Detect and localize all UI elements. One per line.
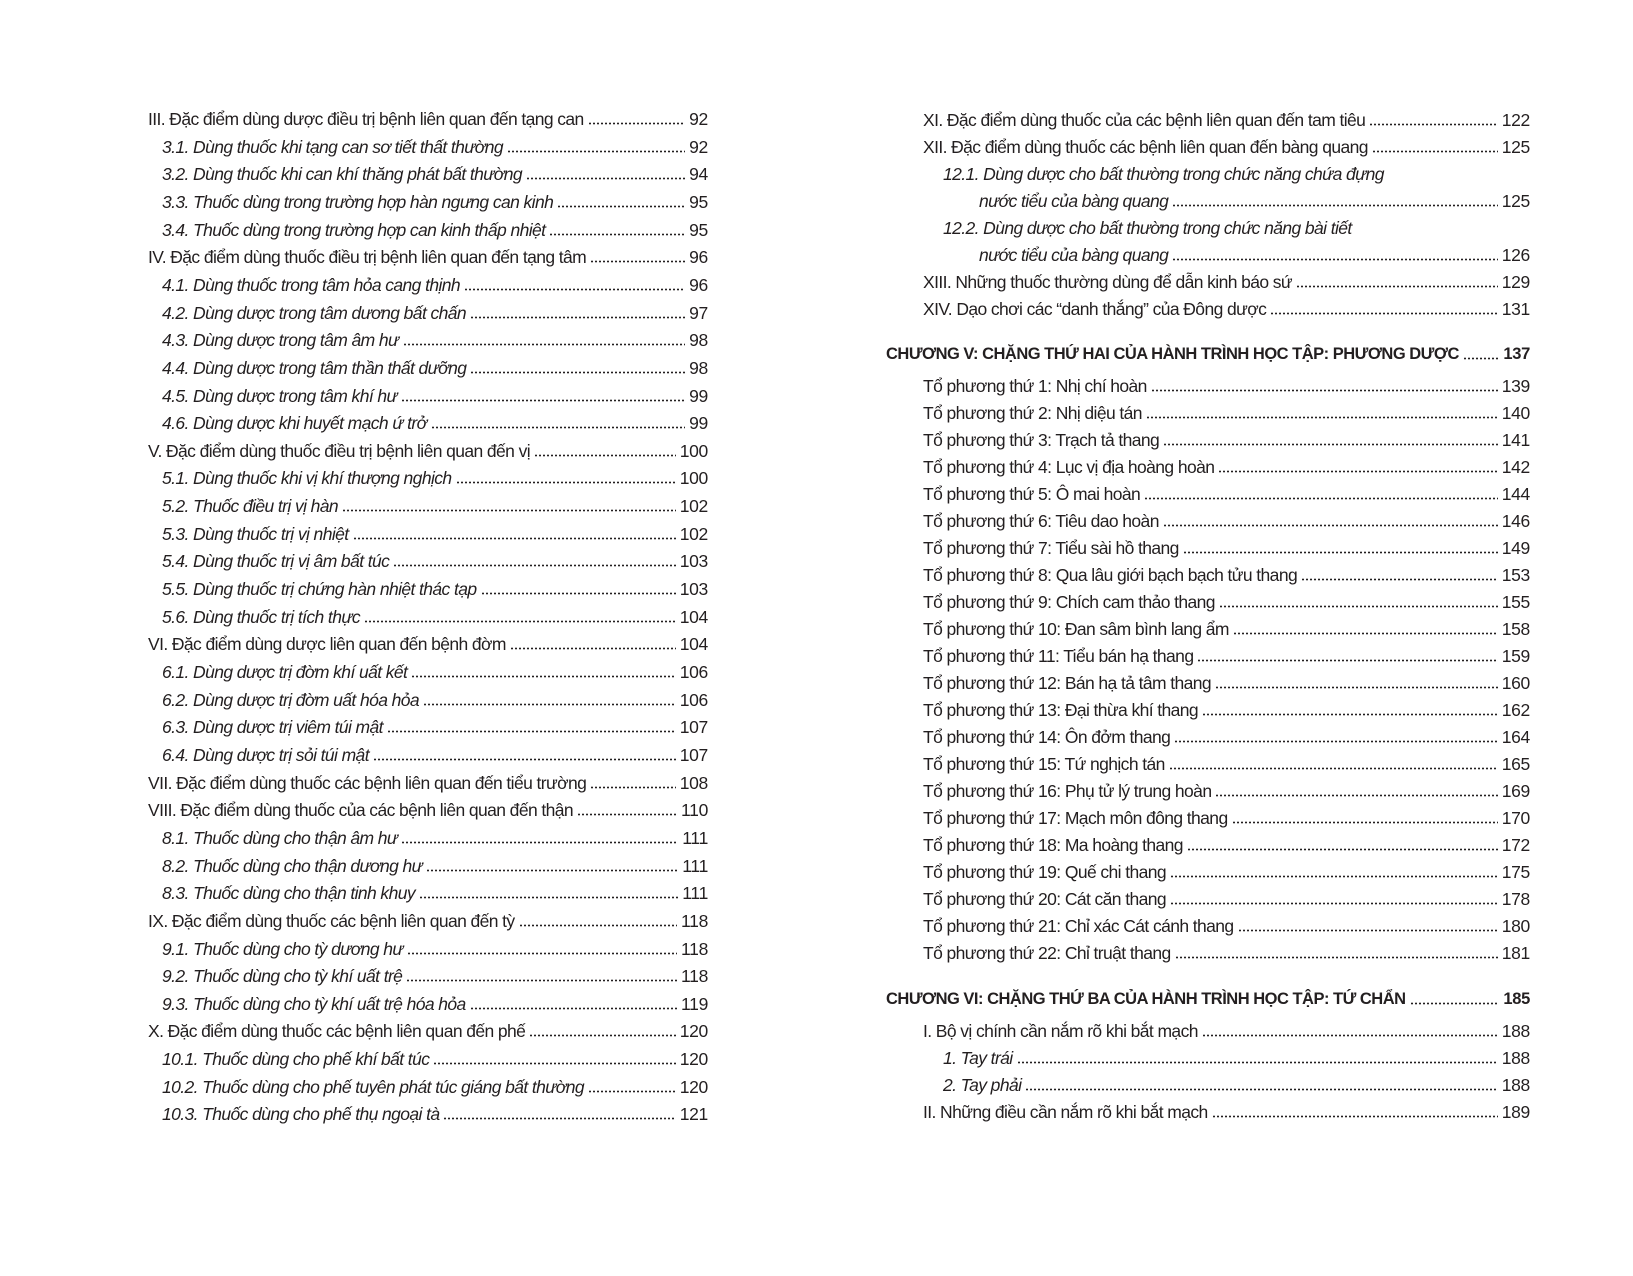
- toc-entry: [979, 240, 1530, 266]
- toc-page-number: 131: [1501, 299, 1530, 319]
- toc-entry: [148, 768, 708, 794]
- toc-dot-leader: [1463, 357, 1500, 360]
- toc-entry-title: 5.3. Dùng thuốc trị vị nhiệt: [162, 523, 349, 544]
- toc-dot-leader: [1172, 258, 1497, 261]
- toc-entry-title: 4.5. Dùng dược trong tâm khí hư: [162, 385, 397, 406]
- toc-dot-leader: [1301, 578, 1498, 581]
- toc-entry-title: V. Đặc điểm dùng thuốc điều trị bệnh liên quan đến vị: [148, 440, 531, 461]
- toc-entry-title: 9.1. Thuốc dùng cho tỳ dương hư: [162, 938, 403, 959]
- toc-dot-leader: [373, 758, 676, 761]
- toc-entry: [162, 685, 708, 711]
- toc-entry: [162, 823, 708, 849]
- toc-entry-title: 10.3. Thuốc dùng cho phế thụ ngoại tà: [162, 1104, 440, 1125]
- toc-entry: [923, 267, 1530, 293]
- toc-entry: [923, 695, 1530, 721]
- toc-page-number: 188: [1501, 1021, 1530, 1041]
- toc-entry-title: 2. Tay phải: [943, 1075, 1022, 1095]
- toc-chapter-heading: [886, 984, 1530, 1010]
- toc-dot-leader: [1410, 1002, 1500, 1005]
- toc-dot-leader: [1163, 443, 1498, 446]
- toc-dot-leader: [1146, 416, 1498, 419]
- toc-entry: [162, 491, 708, 517]
- toc-entry: [162, 1072, 708, 1098]
- toc-entry-title: 3.1. Dùng thuốc khi tạng can sơ tiết thất thường: [162, 136, 504, 157]
- toc-page-number: 141: [1501, 430, 1530, 450]
- toc-page-number: 92: [689, 136, 708, 157]
- toc-page-number: 97: [689, 302, 708, 323]
- toc-dot-leader: [1187, 848, 1498, 851]
- toc-page-number: 106: [679, 689, 708, 710]
- toc-entry-title: 5.5. Dùng thuốc trị chứng hàn nhiệt thác tạp: [162, 579, 477, 600]
- toc-entry-title: 6.2. Dùng dược trị đờm uất hóa hỏa: [162, 689, 420, 710]
- toc-dot-leader: [364, 620, 676, 623]
- toc-entry-title: 10.2. Thuốc dùng cho phế tuyên phát túc giáng bất thường: [162, 1076, 585, 1097]
- toc-dot-leader: [549, 233, 685, 236]
- toc-entry-title: 9.3. Thuốc dùng cho tỳ khí uất trệ hóa hỏa: [162, 993, 466, 1014]
- toc-page-number: 175: [1501, 862, 1530, 882]
- toc-entry-title: II. Những điều cần nắm rõ khi bắt mạch: [923, 1102, 1208, 1122]
- toc-entry-title: 9.2. Thuốc dùng cho tỳ khí uất trệ: [162, 966, 403, 987]
- toc-dot-leader: [1219, 605, 1498, 608]
- toc-page-number: 104: [679, 634, 708, 655]
- toc-entry: [923, 884, 1530, 910]
- toc-dot-leader: [401, 841, 678, 844]
- toc-page-number: 140: [1501, 403, 1530, 423]
- toc-entry-title: Tổ phương thứ 16: Phụ tử lý trung hoàn: [923, 781, 1212, 801]
- toc-page-number: 185: [1503, 990, 1530, 1008]
- toc-dot-leader: [507, 150, 685, 153]
- toc-entry-title: 3.2. Dùng thuốc khi can khí thăng phát bất thường: [162, 164, 523, 185]
- toc-entry-title: Tổ phương thứ 9: Chích cam thảo thang: [923, 592, 1215, 612]
- toc-entry: [148, 104, 708, 130]
- toc-dot-leader: [1183, 551, 1498, 554]
- toc-entry-title: 4.6. Dùng dược khi huyết mạch ứ trở: [162, 413, 427, 434]
- toc-entry-title: 6.1. Dùng dược trị đờm khí uất kết: [162, 662, 408, 682]
- toc-entry: [979, 186, 1530, 212]
- toc-entry: [923, 776, 1530, 802]
- toc-dot-leader: [1025, 1088, 1497, 1091]
- toc-page-number: 119: [681, 993, 708, 1014]
- toc-page-number: 120: [679, 1049, 708, 1070]
- toc-page-number: 108: [679, 772, 708, 793]
- toc-page-number: 139: [1501, 376, 1530, 396]
- toc-entry: [162, 187, 708, 213]
- toc-entry: [923, 857, 1530, 883]
- toc-page-number: 170: [1501, 808, 1530, 828]
- toc-dot-leader: [1197, 659, 1497, 662]
- toc-entry-title: III. Đặc điểm dùng dược điều trị bệnh liên quan đến tạng can: [148, 109, 584, 129]
- toc-entry-title: VI. Đặc điểm dùng dược liên quan đến bệnh đờm: [148, 634, 506, 655]
- toc-entry-title: 8.1. Thuốc dùng cho thận âm hư: [162, 827, 398, 848]
- toc-entry: [162, 602, 708, 628]
- toc-page-number: 102: [679, 523, 708, 544]
- toc-dot-leader: [529, 1034, 675, 1037]
- toc-dot-leader: [387, 730, 676, 733]
- toc-page-number: 160: [1501, 673, 1530, 693]
- toc-entry: [148, 629, 708, 655]
- toc-entry: [162, 132, 708, 158]
- toc-dot-leader: [577, 813, 677, 816]
- toc-page-number: 120: [679, 1076, 708, 1097]
- toc-page-number: 104: [679, 606, 708, 627]
- toc-page-number: 98: [689, 357, 708, 378]
- toc-dot-leader: [1215, 794, 1497, 797]
- toc-dot-leader: [1215, 686, 1498, 689]
- toc-entry: [923, 294, 1530, 320]
- toc-page-number: 121: [679, 1104, 708, 1125]
- toc-entry-title: Tổ phương thứ 19: Quế chi thang: [923, 862, 1166, 882]
- toc-entry: [162, 353, 708, 379]
- toc-entry-title: Tổ phương thứ 20: Cát căn thang: [923, 889, 1166, 909]
- toc-page-number: 111: [682, 855, 708, 876]
- toc-entry-title: Tổ phương thứ 17: Mạch môn đông thang: [923, 808, 1228, 828]
- toc-page-number: 103: [679, 551, 708, 572]
- toc-page-number: 137: [1503, 345, 1530, 363]
- toc-dot-leader: [1212, 1115, 1498, 1118]
- toc-entry: [923, 587, 1530, 613]
- toc-dot-leader: [1202, 713, 1498, 716]
- toc-entry-title: 4.2. Dùng dược trong tâm dương bất chấn: [162, 302, 467, 323]
- toc-entry-title: Tổ phương thứ 13: Đại thừa khí thang: [923, 700, 1199, 720]
- toc-entry-title: Tổ phương thứ 2: Nhị diệu tán: [923, 403, 1142, 423]
- toc-page-number: 129: [1501, 272, 1530, 292]
- toc-dot-leader: [1170, 902, 1498, 905]
- toc-entry-title: nước tiểu của bàng quang: [979, 191, 1169, 211]
- toc-dot-leader: [456, 481, 676, 484]
- toc-dot-leader: [1151, 389, 1498, 392]
- toc-dot-leader: [401, 399, 685, 402]
- toc-page-number: 96: [689, 274, 708, 295]
- toc-entry-title: XIII. Những thuốc thường dùng để dẫn kinh báo sứ: [923, 272, 1293, 292]
- toc-entry: [923, 105, 1530, 131]
- toc-entry-title: Tổ phương thứ 11: Tiểu bán hạ thang: [923, 646, 1194, 666]
- toc-entry: [162, 851, 708, 877]
- toc-entry: [148, 436, 708, 462]
- toc-page-number: 103: [679, 579, 708, 600]
- toc-dot-leader: [1144, 497, 1498, 500]
- toc-dot-leader: [590, 786, 675, 789]
- toc-entry: [923, 371, 1530, 397]
- toc-entry-title: CHƯƠNG V: CHẶNG THỨ HAI CỦA HÀNH TRÌNH HỌC TẬP: PHƯƠNG DƯỢC: [886, 345, 1459, 363]
- toc-dot-leader: [1238, 929, 1498, 932]
- toc-dot-leader: [1372, 150, 1498, 153]
- toc-entry: [923, 803, 1530, 829]
- toc-page-number: 189: [1501, 1102, 1530, 1122]
- toc-dot-leader: [1169, 767, 1498, 770]
- toc-page-number: 100: [679, 440, 708, 461]
- toc-dot-leader: [510, 647, 676, 650]
- toc-page-number: 155: [1501, 592, 1530, 612]
- toc-page-number: 95: [689, 191, 708, 212]
- toc-entry-title: VII. Đặc điểm dùng thuốc các bệnh liên quan đến tiểu trường: [148, 772, 587, 793]
- toc-dot-leader: [411, 675, 675, 678]
- toc-entry-title: IV. Đặc điểm dùng thuốc điều trị bệnh liên quan đến tạng tâm: [148, 247, 587, 268]
- toc-entry-title: 8.3. Thuốc dùng cho thận tinh khuy: [162, 883, 415, 904]
- toc-entry-title: 5.6. Dùng thuốc trị tích thực: [162, 606, 360, 627]
- toc-dot-leader: [1163, 524, 1498, 527]
- toc-page-number: 181: [1501, 943, 1530, 963]
- toc-page-number: 144: [1501, 484, 1530, 504]
- toc-entry-title: 4.1. Dùng thuốc trong tâm hỏa cang thịnh: [162, 274, 461, 295]
- toc-dot-leader: [1202, 1034, 1498, 1037]
- toc-entry-title: Tổ phương thứ 1: Nhị chí hoàn: [923, 376, 1147, 396]
- toc-entry-title: nước tiểu của bàng quang: [979, 245, 1169, 265]
- toc-entry-title: Tổ phương thứ 12: Bán hạ tả tâm thang: [923, 673, 1212, 693]
- toc-entry: [162, 298, 708, 324]
- toc-entry: [923, 614, 1530, 640]
- toc-entry: [923, 1097, 1530, 1123]
- toc-entry: [162, 463, 708, 489]
- toc-entry: [162, 408, 708, 434]
- toc-dot-leader: [426, 869, 678, 872]
- toc-entry: [923, 479, 1530, 505]
- toc-entry-title: 12.2. Dùng dược cho bất thường trong chức năng bài tiết: [943, 218, 1352, 238]
- toc-page-number: 158: [1501, 619, 1530, 639]
- toc-dot-leader: [588, 1090, 676, 1093]
- toc-dot-leader: [470, 1007, 677, 1010]
- toc-entry: [162, 270, 708, 296]
- toc-entry-title: 5.1. Dùng thuốc khi vị khí thượng nghịch: [162, 468, 452, 489]
- toc-entry: [162, 989, 708, 1015]
- toc-entry-title: Tổ phương thứ 6: Tiêu dao hoàn: [923, 511, 1159, 531]
- toc-entry: [162, 215, 708, 241]
- toc-entry: [923, 132, 1530, 158]
- toc-entry-title: I. Bộ vị chính cần nắm rõ khi bắt mạch: [923, 1021, 1198, 1041]
- toc-entry-title: 4.4. Dùng dược trong tâm thần thất dưỡng: [162, 357, 467, 378]
- toc-page-number: 169: [1501, 781, 1530, 801]
- toc-dot-leader: [464, 288, 685, 291]
- toc-dot-leader: [403, 343, 686, 346]
- toc-entry-title: 5.4. Dùng thuốc trị vị âm bất túc: [162, 551, 390, 572]
- toc-entry: [162, 657, 708, 683]
- toc-entry: [923, 668, 1530, 694]
- toc-entry-title: Tổ phương thứ 15: Tứ nghịch tán: [923, 754, 1165, 774]
- toc-dot-leader: [353, 537, 676, 540]
- toc-page-number: 125: [1501, 191, 1530, 211]
- toc-entry: [923, 425, 1530, 451]
- toc-entry-title: XIV. Dạo chơi các “danh thắng” của Đông dược: [923, 299, 1267, 319]
- toc-page-number: 165: [1501, 754, 1530, 774]
- toc-page-number: 142: [1501, 457, 1530, 477]
- toc-entry: [162, 878, 708, 904]
- toc-entry-title: Tổ phương thứ 14: Ôn đởm thang: [923, 727, 1171, 747]
- toc-entry-title: Tổ phương thứ 10: Đan sâm bình lang ẩm: [923, 619, 1229, 639]
- toc-page-number: 99: [689, 385, 708, 406]
- toc-page-number: 178: [1501, 889, 1530, 909]
- toc-page-number: 111: [682, 883, 708, 904]
- toc-entry: [162, 159, 708, 185]
- toc-dot-leader: [534, 454, 676, 457]
- toc-entry-title: Tổ phương thứ 4: Lục vị địa hoàng hoàn: [923, 457, 1215, 477]
- toc-dot-leader: [1174, 740, 1497, 743]
- toc-entry: [162, 325, 708, 351]
- toc-entry: [923, 641, 1530, 667]
- toc-dot-leader: [1369, 123, 1497, 126]
- toc-dot-leader: [342, 509, 676, 512]
- toc-entry-title: XI. Đặc điểm dùng thuốc của các bệnh liên quan đến tam tiêu: [923, 110, 1366, 130]
- toc-dot-leader: [433, 1062, 675, 1065]
- toc-entry: [923, 560, 1530, 586]
- toc-dot-leader: [519, 924, 677, 927]
- toc-page-number: 172: [1501, 835, 1530, 855]
- toc-entry: [923, 1016, 1530, 1042]
- toc-dot-leader: [407, 952, 677, 955]
- toc-entry: [923, 911, 1530, 937]
- toc-entry: [923, 938, 1530, 964]
- toc-entry: [148, 1016, 708, 1042]
- toc-dot-leader: [590, 260, 685, 263]
- toc-entry-title: XII. Đặc điểm dùng thuốc các bệnh liên quan đến bàng quang: [923, 137, 1368, 157]
- toc-entry: [923, 398, 1530, 424]
- toc-entry: [162, 934, 708, 960]
- toc-page-number: 98: [689, 330, 708, 351]
- toc-dot-leader: [1232, 821, 1498, 824]
- toc-entry: [943, 213, 1530, 239]
- toc-entry: [923, 722, 1530, 748]
- toc-page-number: 102: [679, 496, 708, 517]
- toc-page-number: 126: [1501, 245, 1530, 265]
- toc-entry-title: Tổ phương thứ 21: Chỉ xác Cát cánh thang: [923, 916, 1234, 936]
- toc-entry: [923, 452, 1530, 478]
- toc-dot-leader: [470, 316, 685, 319]
- toc-dot-leader: [393, 564, 675, 567]
- toc-page-number: 95: [689, 219, 708, 240]
- toc-page-number: 120: [679, 1021, 708, 1042]
- toc-entry-title: 1. Tay trái: [943, 1048, 1013, 1068]
- toc-page-number: 106: [679, 662, 708, 682]
- toc-page-number: 153: [1501, 565, 1530, 585]
- toc-entry-title: 6.4. Dùng dược trị sỏi túi mật: [162, 744, 369, 765]
- toc-entry: [923, 749, 1530, 775]
- toc-page-number: 107: [679, 717, 708, 738]
- toc-dot-leader: [1017, 1061, 1498, 1064]
- toc-page-number: 110: [681, 800, 708, 821]
- toc-entry-title: Tổ phương thứ 18: Ma hoàng thang: [923, 835, 1183, 855]
- toc-dot-leader: [557, 205, 685, 208]
- toc-page-number: 162: [1501, 700, 1530, 720]
- toc-dot-leader: [470, 371, 685, 374]
- toc-dot-leader: [1172, 204, 1497, 207]
- toc-dot-leader: [423, 703, 676, 706]
- toc-chapter-heading: [886, 339, 1530, 365]
- toc-page-number: 94: [689, 164, 708, 185]
- toc-dot-leader: [406, 979, 677, 982]
- toc-page-number: 118: [681, 910, 708, 931]
- toc-entry-title: 3.3. Thuốc dùng trong trường hợp hàn ngưng can kinh: [162, 191, 554, 212]
- toc-entry-title: VIII. Đặc điểm dùng thuốc của các bệnh liên quan đến thận: [148, 800, 574, 821]
- toc-entry: [923, 506, 1530, 532]
- toc-dot-leader: [419, 896, 678, 899]
- toc-entry: [162, 1099, 708, 1125]
- toc-entry: [162, 574, 708, 600]
- toc-entry: [148, 795, 708, 821]
- toc-entry: [943, 1043, 1530, 1069]
- toc-page-number: 125: [1501, 137, 1530, 157]
- toc-dot-leader: [1270, 312, 1497, 315]
- toc-entry: [923, 533, 1530, 559]
- toc-dot-leader: [443, 1117, 675, 1120]
- toc-entry: [162, 546, 708, 572]
- toc-page-number: 122: [1501, 110, 1530, 130]
- toc-dot-leader: [1170, 875, 1498, 878]
- toc-entry: [943, 1070, 1530, 1096]
- toc-page-number: 100: [679, 468, 708, 489]
- toc-page-number: 99: [689, 413, 708, 434]
- toc-dot-leader: [1175, 956, 1498, 959]
- toc-entry-title: 6.3. Dùng dược trị viêm túi mật: [162, 717, 383, 738]
- toc-dot-leader: [431, 426, 686, 429]
- toc-entry-title: 12.1. Dùng dược cho bất thường trong chức năng chứa đựng: [943, 164, 1384, 184]
- toc-dot-leader: [526, 177, 685, 180]
- toc-entry-title: Tổ phương thứ 5: Ô mai hoàn: [923, 484, 1141, 504]
- toc-entry: [162, 381, 708, 407]
- toc-entry-title: IX. Đặc điểm dùng thuốc các bệnh liên quan đến tỳ: [148, 910, 515, 931]
- toc-entry-title: Tổ phương thứ 3: Trạch tả thang: [923, 430, 1160, 450]
- toc-entry: [923, 830, 1530, 856]
- toc-entry: [162, 740, 708, 766]
- toc-entry: [162, 519, 708, 545]
- toc-entry: [162, 1044, 708, 1070]
- toc-entry-title: X. Đặc điểm dùng thuốc các bệnh liên quan đến phế: [148, 1021, 526, 1042]
- toc-page-number: 118: [681, 938, 708, 959]
- toc-page-number: 146: [1501, 511, 1530, 531]
- toc-page-number: 111: [682, 827, 708, 848]
- toc-entry-title: Tổ phương thứ 22: Chỉ truật thang: [923, 943, 1171, 963]
- toc-dot-leader: [481, 592, 676, 595]
- toc-page-number: 118: [681, 966, 708, 987]
- toc-page-number: 164: [1501, 727, 1530, 747]
- toc-entry-title: 10.1. Thuốc dùng cho phế khí bất túc: [162, 1049, 430, 1070]
- toc-entry: [148, 906, 708, 932]
- toc-dot-leader: [1296, 285, 1498, 288]
- toc-page-number: 159: [1501, 646, 1530, 666]
- toc-page-number: 188: [1501, 1075, 1530, 1095]
- toc-page-number: 188: [1501, 1048, 1530, 1068]
- toc-entry-title: 3.4. Thuốc dùng trong trường hợp can kinh thấp nhiệt: [162, 219, 546, 240]
- toc-entry-title: Tổ phương thứ 7: Tiểu sài hồ thang: [923, 538, 1179, 558]
- toc-entry-title: 4.3. Dùng dược trong tâm âm hư: [162, 330, 399, 351]
- toc-dot-leader: [588, 122, 685, 125]
- toc-page-number: 149: [1501, 538, 1530, 558]
- toc-entry: [148, 242, 708, 268]
- toc-entry-title: 8.2. Thuốc dùng cho thận dương hư: [162, 855, 423, 876]
- toc-dot-leader: [1233, 632, 1498, 635]
- toc-page-number: 96: [689, 247, 708, 268]
- toc-page-number: 92: [689, 109, 708, 129]
- toc-dot-leader: [1218, 470, 1497, 473]
- toc-page-number: 107: [679, 744, 708, 765]
- toc-entry: [162, 712, 708, 738]
- toc-entry-title: Tổ phương thứ 8: Qua lâu giới bạch bạch tửu thang: [923, 565, 1298, 585]
- toc-entry: [162, 961, 708, 987]
- toc-entry-title: CHƯƠNG VI: CHẶNG THỨ BA CỦA HÀNH TRÌNH HỌC TẬP: TỨ CHẨN: [886, 990, 1406, 1008]
- toc-entry-title: 5.2. Thuốc điều trị vị hàn: [162, 496, 339, 517]
- toc-page-number: 180: [1501, 916, 1530, 936]
- toc-entry: [943, 159, 1530, 185]
